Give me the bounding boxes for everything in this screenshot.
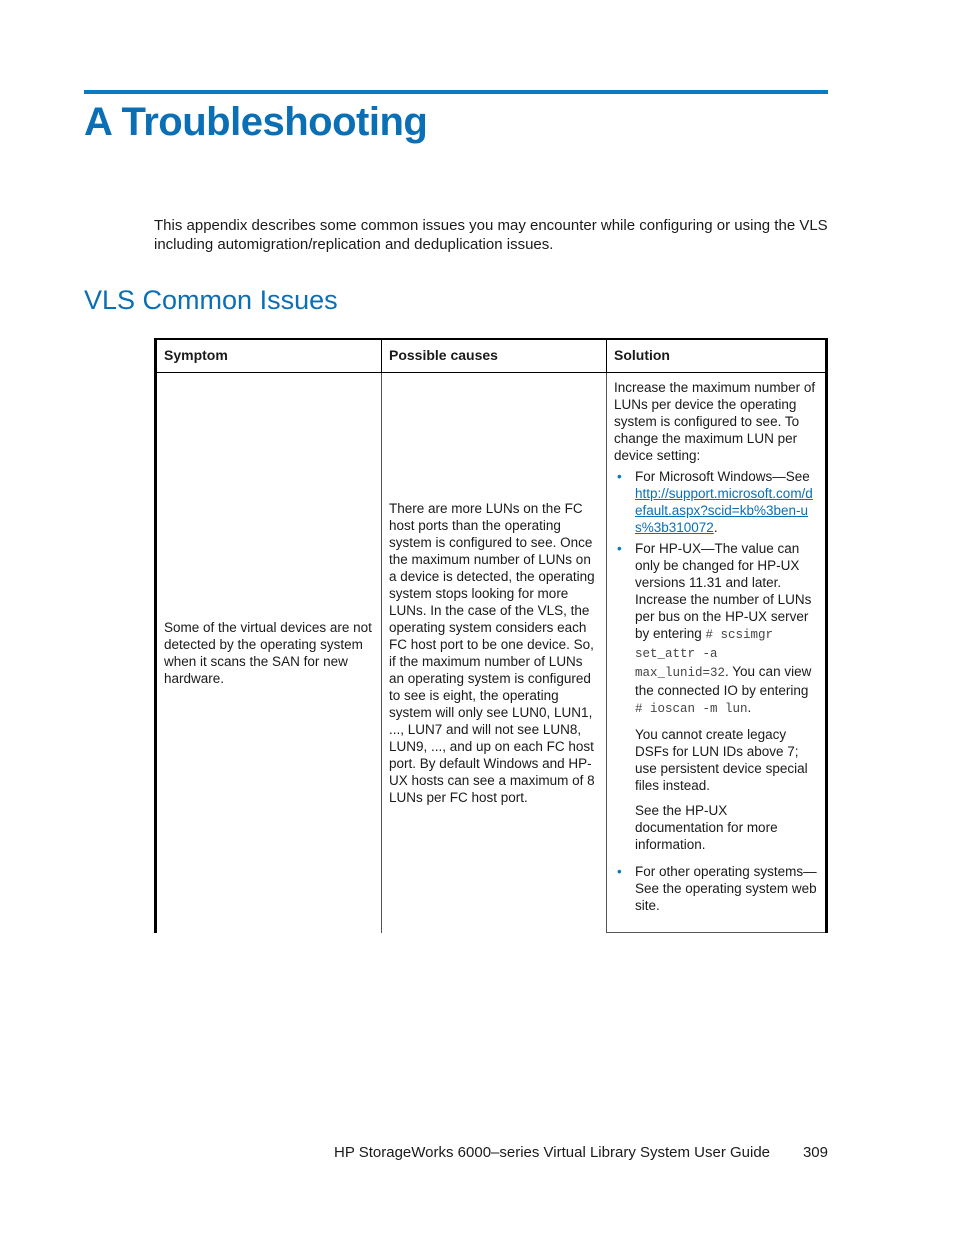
header-solution: Solution: [607, 339, 827, 373]
bullet2-text2: . You can view the connected IO by entering: [635, 664, 812, 698]
page-footer: [334, 1144, 828, 1161]
bullet-icon: •: [617, 541, 622, 556]
bullet1-end: .: [713, 520, 718, 535]
bullet1-text: For Microsoft Windows—See: [635, 469, 810, 484]
chapter-title: A Troubleshooting: [84, 100, 428, 144]
bullet3-text: For other operating systems—See the operating system web site.: [635, 864, 817, 913]
cause-cell: There are more LUNs on the FC host ports than the operating system is configured to see. Once the maximum number of LUNs on a device is detected, the operating system stops looking for more LUNs. In the case of the VLS, the operating system considers each FC host port to be one device. So, if the maximum number of LUNs an operating system is configured to see is eight, the operating system will only see LUN0, LUN1, ..., LUN7 and will not see LUN8, LUN9, ..., and up on each FC host port. By default Windows and HP-UX hosts can see a maximum of 8 LUNs per FC host port.: [382, 373, 607, 933]
bullet2-text3: .: [747, 700, 752, 715]
bullet-icon: •: [617, 469, 622, 484]
table-row: [156, 373, 827, 933]
header-symptom: Symptom: [156, 339, 382, 373]
bullet-icon: •: [617, 864, 622, 879]
solution-lead: Increase the maximum number of LUNs per device the operating system is configured to see. To change the maximum LUN per device setting:: [614, 380, 816, 463]
footer-guide-title: HP StorageWorks 6000–series Virtual Library System User Guide: [334, 1144, 771, 1161]
chapter-rule: [84, 90, 828, 94]
microsoft-support-link[interactable]: http://support.microsoft.com/default.aspx?scid=kb%3ben-us%3b310072: [635, 486, 813, 535]
issues-table: [154, 338, 828, 933]
ioscan-command: # ioscan -m lun: [635, 702, 748, 716]
list-item: [614, 468, 818, 536]
section-title: VLS Common Issues: [84, 285, 338, 315]
legacy-dsf-note: You cannot create legacy DSFs for LUN IDs above 7; use persistent device special files instead.: [635, 727, 808, 793]
intro-paragraph: This appendix describes some common issues you may encounter while configuring or using the VLS including automigration/replication and deduplication issues.: [154, 217, 828, 253]
list-item: [614, 540, 818, 853]
hpux-doc-note: See the HP-UX documentation for more information.: [635, 803, 778, 852]
page-number: 309: [802, 1144, 828, 1161]
table-header-row: [156, 339, 827, 373]
list-item: [614, 863, 818, 914]
scsimgr-command: # scsimgr set_attr -a max_lunid=32: [635, 628, 774, 680]
solution-list: [614, 468, 818, 914]
solution-cell: [607, 373, 827, 933]
bullet2-text1: For HP-UX—The value can only be changed for HP-UX versions 11.31 and later. Increase the number of LUNs per bus on the HP-UX server by entering: [635, 541, 812, 641]
header-possible-causes: Possible causes: [382, 339, 607, 373]
symptom-cell: Some of the virtual devices are not detected by the operating system when it scans the SAN for new hardware.: [156, 373, 382, 933]
